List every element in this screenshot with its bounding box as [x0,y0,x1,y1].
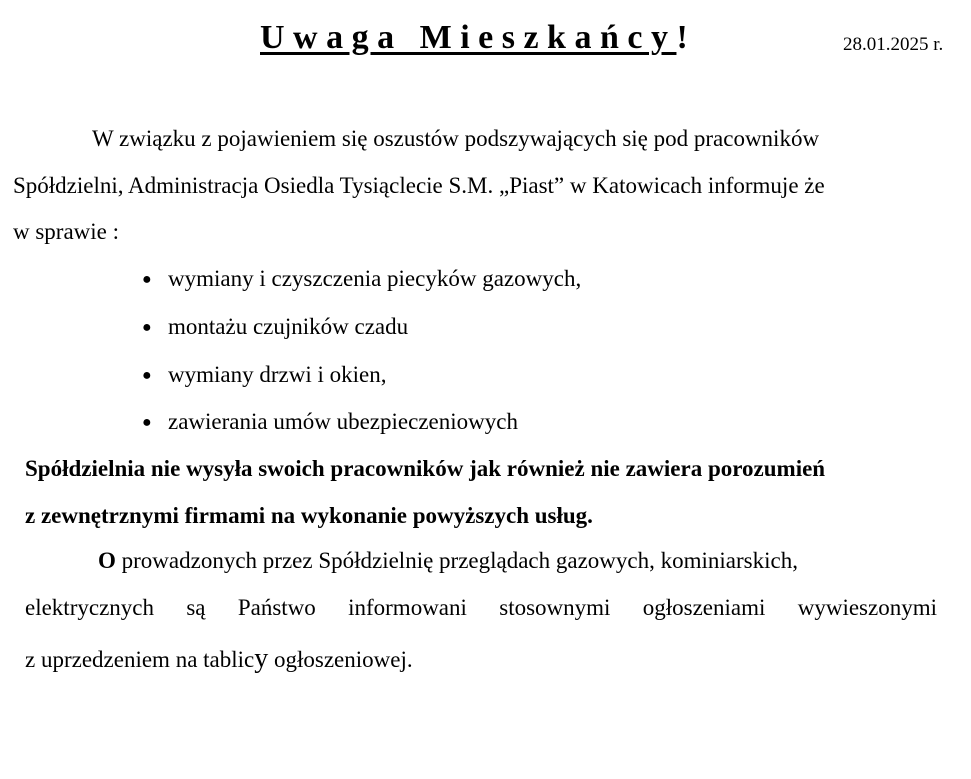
notice-title-text: Uwaga Mieszkańcy [260,19,677,56]
bullet-icon: ● [142,319,152,336]
closing-line-1-text: prowadzonych przez Spółdzielnię przeglądach gazowych, kominiarskich, [115,548,798,573]
list-item [142,265,581,294]
closing-line-2: elektrycznych są Państwo informowani stosownymi ogłoszeniami wywieszonymi [25,595,937,620]
list-item [142,313,408,342]
notice-title [260,18,696,58]
warning-line-2: z zewnętrznymi firmami na wykonanie powyższych usług. [25,503,593,528]
list-item-text: zawierania umów ubezpieczeniowych [168,409,518,434]
notice-date: 28.01.2025 r. [843,34,944,55]
bullet-icon: ● [142,271,152,288]
warning-line-1: Spółdzielnia nie wysyła swoich pracowników jak również nie zawiera porozumień [25,456,826,481]
list-item-text: wymiany drzwi i okien, [168,362,387,387]
list-item [142,408,518,437]
closing-line-3-a: z uprzedzeniem na tablic [25,647,255,672]
intro-line-2: Spółdzielni, Administracja Osiedla Tysiąclecie S.M. „Piast” w Katowicach informuje że [13,173,825,198]
closing-line-1 [98,547,798,575]
list-item-text: wymiany i czyszczenia piecyków gazowych, [168,266,582,291]
closing-line-3-b: y [254,643,269,674]
list-item [142,361,386,390]
intro-line-3: w sprawie : [13,219,120,244]
bullet-icon: ● [142,367,152,384]
bullet-icon: ● [142,414,152,431]
list-item-text: montażu czujników czadu [168,314,409,339]
closing-line-3-c: ogłoszeniowej. [268,647,413,672]
intro-line-1: W związku z pojawieniem się oszustów podszywających się pod pracowników [92,126,820,151]
closing-line-3 [25,645,413,674]
notice-title-exclamation: ! [676,19,697,56]
closing-initial: O [98,548,116,573]
